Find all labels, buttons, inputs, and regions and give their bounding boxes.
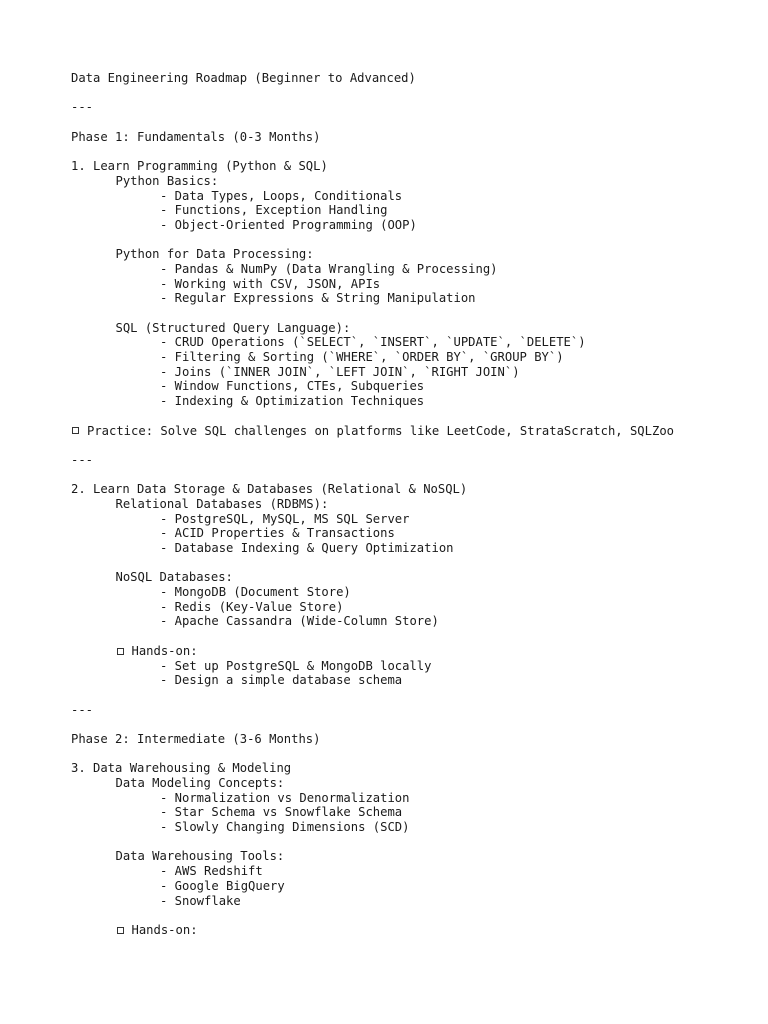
phase-2-heading: Phase 2: Intermediate (3-6 Months) (71, 731, 321, 746)
nosql-label: NoSQL Databases: (115, 570, 233, 585)
list-item: - Design a simple database schema (160, 673, 403, 688)
list-item: - Window Functions, CTEs, Subqueries (160, 379, 425, 394)
list-item: - CRUD Operations (`SELECT`, `INSERT`, `UPDATE`, `DELETE`) (160, 335, 586, 350)
list-item: - Apache Cassandra (Wide-Column Store) (160, 614, 439, 629)
list-item: - Joins (`INNER JOIN`, `LEFT JOIN`, `RIGHT JOIN`) (160, 364, 520, 379)
list-item: - Redis (Key-Value Store) (160, 599, 344, 614)
practice-note (71, 424, 748, 439)
list-item: - Snowflake (160, 893, 241, 908)
rdbms-label: Relational Databases (RDBMS): (115, 496, 329, 511)
document-body (71, 71, 748, 938)
separator: --- (71, 100, 94, 115)
python-processing-label: Python for Data Processing: (115, 247, 314, 262)
checkbox-icon (117, 927, 124, 934)
list-item: - MongoDB (Document Store) (160, 585, 351, 600)
separator: --- (71, 702, 94, 717)
warehousing-tools-label: Data Warehousing Tools: (115, 849, 285, 864)
list-item: - Indexing & Optimization Techniques (160, 394, 425, 409)
list-item: - Working with CSV, JSON, APIs (160, 276, 381, 291)
separator: --- (71, 452, 94, 467)
section-3-heading: 3. Data Warehousing & Modeling (71, 761, 292, 776)
list-item: - Regular Expressions & String Manipulation (160, 291, 476, 306)
checkbox-icon (117, 648, 124, 655)
modeling-label: Data Modeling Concepts: (115, 776, 285, 790)
list-item: - Set up PostgreSQL & MongoDB locally (160, 658, 432, 673)
list-item: - Filtering & Sorting (`WHERE`, `ORDER BY`, `GROUP BY`) (160, 350, 564, 365)
list-item: - Functions, Exception Handling (160, 203, 388, 218)
list-item: - Database Indexing & Query Optimization (160, 541, 454, 555)
checkbox-icon (72, 427, 79, 434)
practice-text: Practice: Solve SQL challenges on platforms like LeetCode, StrataScratch, SQLZoo (87, 423, 674, 438)
list-item: - Data Types, Loops, Conditionals (160, 188, 403, 203)
list-item: - ACID Properties & Transactions (160, 526, 395, 541)
list-item: - Google BigQuery (160, 878, 285, 893)
list-item: - PostgreSQL, MySQL, MS SQL Server (160, 511, 410, 526)
section-2-heading: 2. Learn Data Storage & Databases (Relational & NoSQL) (71, 482, 468, 497)
list-item: - Slowly Changing Dimensions (SCD) (160, 820, 410, 835)
sql-label: SQL (Structured Query Language): (115, 320, 351, 335)
document-title: Data Engineering Roadmap (Beginner to Advanced) (71, 71, 416, 85)
list-item: - Normalization vs Denormalization (160, 790, 410, 805)
hands-on-label: Hands-on: (71, 644, 748, 659)
list-item: - AWS Redshift (160, 864, 263, 879)
list-item: - Pandas & NumPy (Data Wrangling & Processing) (160, 261, 498, 276)
section-1-heading: 1. Learn Programming (Python & SQL) (71, 159, 328, 174)
list-item: - Object-Oriented Programming (OOP) (160, 217, 417, 232)
phase-1-heading: Phase 1: Fundamentals (0-3 Months) (71, 129, 321, 144)
hands-on-label: Hands-on: (71, 923, 748, 938)
list-item: - Star Schema vs Snowflake Schema (160, 805, 403, 820)
python-basics-label: Python Basics: (115, 173, 219, 188)
